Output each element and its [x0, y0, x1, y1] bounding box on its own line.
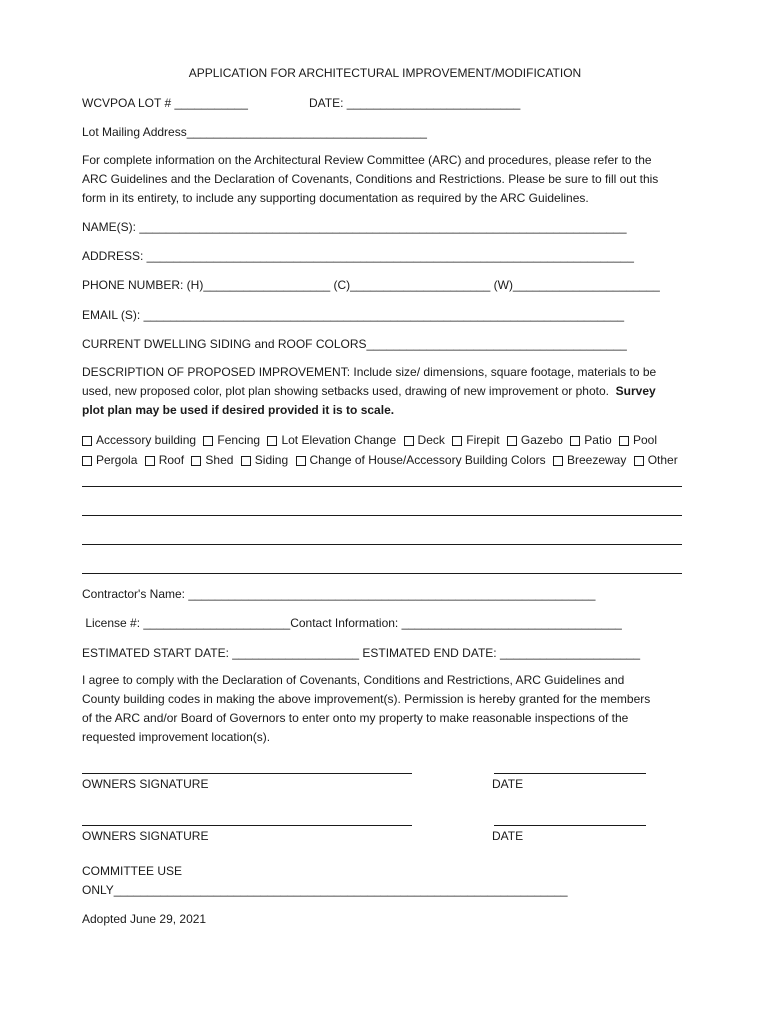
checkbox-icon[interactable]: [452, 436, 462, 446]
checkbox-roof[interactable]: Roof: [145, 453, 184, 468]
checkbox-pool[interactable]: Pool: [619, 433, 657, 448]
phone-number-field[interactable]: PHONE NUMBER: (H)___________________ (C)_____________________ (W)______________________: [82, 278, 660, 292]
description-blank-line[interactable]: [82, 544, 682, 545]
agreement-line: requested improvement location(s).: [82, 730, 271, 744]
owner-signature-line-2[interactable]: [82, 825, 412, 826]
checkbox-icon[interactable]: [634, 456, 644, 466]
description-line: DESCRIPTION OF PROPOSED IMPROVEMENT: Include size/ dimensions, square footage, materials to be: [82, 365, 657, 379]
checkbox-siding[interactable]: Siding: [241, 453, 288, 468]
adopted-date: Adopted June 29, 2021: [82, 912, 207, 926]
checkbox-icon[interactable]: [296, 456, 306, 466]
checkbox-deck[interactable]: Deck: [404, 433, 445, 448]
date-line-2[interactable]: [494, 825, 646, 826]
improvement-type-checkboxes-row1: [82, 433, 661, 450]
committee-use-label: COMMITTEE USE: [82, 864, 183, 878]
owners-signature-label: OWNERS SIGNATURE: [82, 777, 209, 791]
names-field[interactable]: NAME(S): _________________________________________________________________________: [82, 220, 627, 234]
estimated-dates-field[interactable]: ESTIMATED START DATE: ___________________ ESTIMATED END DATE: _____________________: [82, 646, 641, 660]
checkbox-firepit[interactable]: Firepit: [452, 433, 499, 448]
checkbox-fencing[interactable]: Fencing: [203, 433, 260, 448]
date-label: DATE: [492, 829, 524, 843]
description-line: [82, 382, 694, 401]
description-paragraph: [82, 363, 694, 420]
checkbox-icon[interactable]: [241, 456, 251, 466]
checkbox-icon[interactable]: [191, 456, 201, 466]
description-bold-line: plot plan may be used if desired provided it is to scale.: [82, 403, 395, 417]
agreement-line: I agree to comply with the Declaration of Covenants, Conditions and Restrictions, ARC Guidelines and: [82, 673, 625, 687]
checkbox-pergola[interactable]: Pergola: [82, 453, 137, 468]
checkbox-icon[interactable]: [553, 456, 563, 466]
checkbox-lot-elevation-change[interactable]: Lot Elevation Change: [267, 433, 396, 448]
siding-roof-colors-field[interactable]: CURRENT DWELLING SIDING and ROOF COLORS_______________________________________: [82, 337, 627, 351]
checkbox-gazebo[interactable]: Gazebo: [507, 433, 563, 448]
address-field[interactable]: ADDRESS: _________________________________________________________________________: [82, 249, 634, 263]
checkbox-icon[interactable]: [404, 436, 414, 446]
date-label: DATE: [492, 777, 524, 791]
checkbox-icon[interactable]: [82, 456, 92, 466]
intro-line: form in its entirety, to include any supporting documentation as required by the ARC Guidelines.: [82, 191, 589, 205]
checkbox-patio[interactable]: Patio: [570, 433, 611, 448]
checkbox-icon[interactable]: [145, 456, 155, 466]
agreement-line: of the ARC and/or Board of Governors to enter onto my property to make reasonable inspections of the: [82, 711, 629, 725]
date-line-1[interactable]: [494, 773, 646, 774]
intro-line: ARC Guidelines and the Declaration of Covenants, Conditions and Restrictions. Please be sure to fill out this: [82, 172, 659, 186]
owner-signature-line-1[interactable]: [82, 773, 412, 774]
checkbox-icon[interactable]: [570, 436, 580, 446]
checkbox-icon[interactable]: [203, 436, 213, 446]
checkbox-icon[interactable]: [619, 436, 629, 446]
description-line2-text: used, new proposed color, plot plan showing setbacks used, drawing of new improvement or photo.: [82, 384, 616, 398]
lot-number-field[interactable]: WCVPOA LOT # ___________: [82, 96, 248, 110]
checkbox-icon[interactable]: [267, 436, 277, 446]
checkbox-icon[interactable]: [82, 436, 92, 446]
committee-use-only-field[interactable]: ONLY____________________________________________________________________: [82, 883, 568, 897]
description-blank-line[interactable]: [82, 486, 682, 487]
description-blank-line[interactable]: [82, 573, 682, 574]
checkbox-change-of-colors[interactable]: Change of House/Accessory Building Colors: [296, 453, 546, 468]
contractor-name-field[interactable]: Contractor's Name: _____________________________________________________________: [82, 587, 596, 601]
checkbox-shed[interactable]: Shed: [191, 453, 233, 468]
description-blank-line[interactable]: [82, 515, 682, 516]
intro-line: For complete information on the Architectural Review Committee (ARC) and procedures, please refer to the: [82, 153, 652, 167]
improvement-type-checkboxes-row2: [82, 453, 682, 470]
lot-mailing-address-field[interactable]: Lot Mailing Address____________________________________: [82, 125, 427, 139]
form-title: APPLICATION FOR ARCHITECTURAL IMPROVEMENT/MODIFICATION: [188, 66, 582, 80]
checkbox-icon[interactable]: [507, 436, 517, 446]
checkbox-accessory-building[interactable]: Accessory building: [82, 433, 196, 448]
agreement-paragraph: [82, 671, 694, 747]
agreement-line: County building codes in making the above improvement(s). Permission is hereby granted for the members: [82, 692, 651, 706]
checkbox-breezeway[interactable]: Breezeway: [553, 453, 626, 468]
checkbox-other[interactable]: Other: [634, 453, 678, 468]
license-contact-field[interactable]: License #: ______________________Contact Information: _________________________________: [82, 616, 622, 630]
date-field[interactable]: DATE: __________________________: [309, 96, 521, 110]
owners-signature-label: OWNERS SIGNATURE: [82, 829, 209, 843]
intro-paragraph: [82, 151, 694, 208]
email-field[interactable]: EMAIL (S): ________________________________________________________________________: [82, 308, 625, 322]
description-bold-text: Survey: [615, 384, 656, 398]
